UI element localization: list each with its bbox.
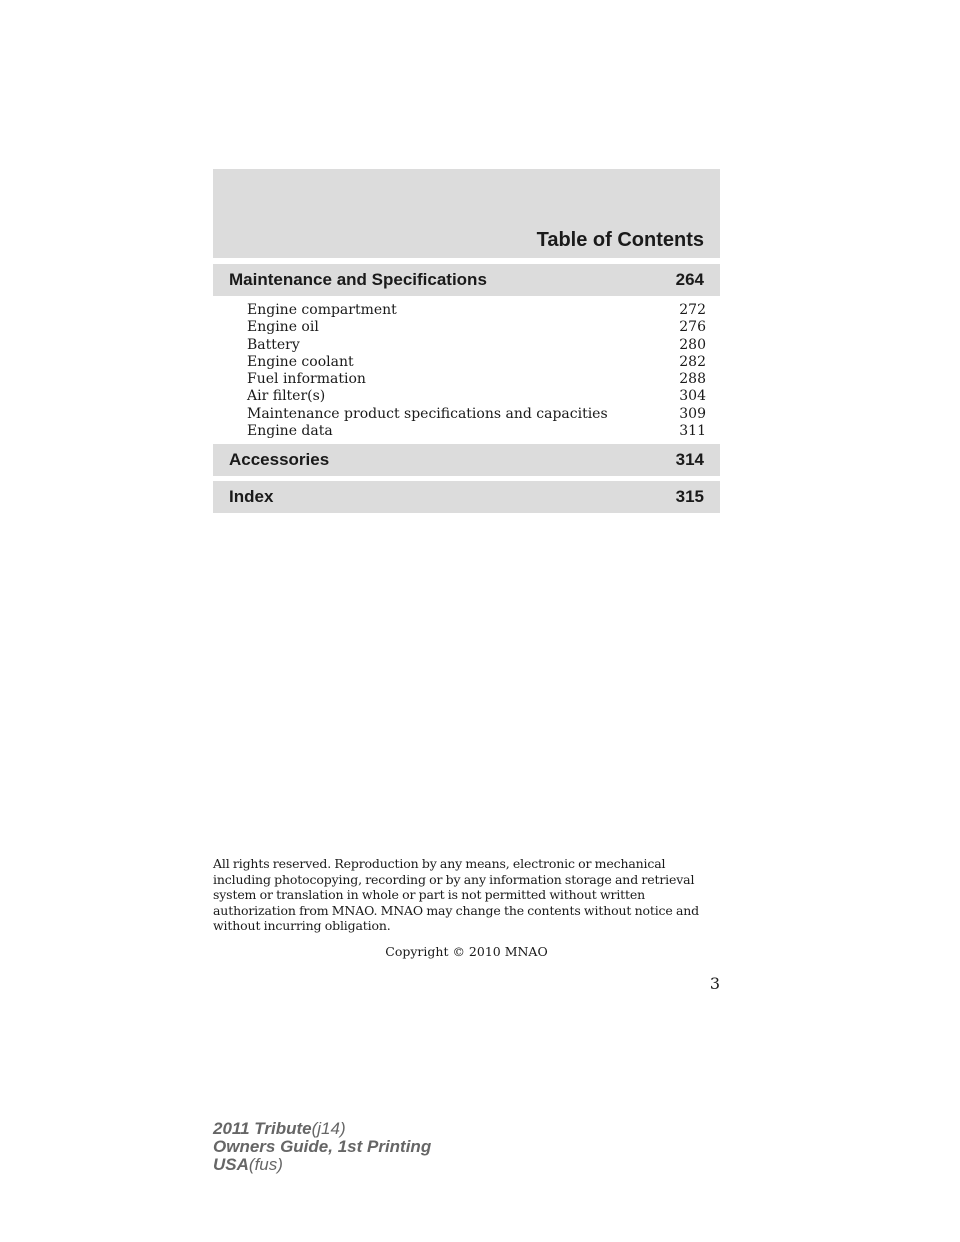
footer-model-code: (j14) [311, 1119, 346, 1138]
toc-item-label: Air filter(s) [247, 388, 326, 405]
section-title: Index [229, 487, 274, 506]
rights-line: All rights reserved. Reproduction by any means, electronic or mechanical [213, 856, 666, 871]
toc-item-page: 276 [679, 319, 706, 336]
section-title: Maintenance and Specifications [229, 270, 487, 289]
rights-line: authorization from MNAO. MNAO may change the contents without notice and [213, 902, 700, 918]
toc-list [247, 302, 706, 440]
toc-item-label: Maintenance product specifications and capacities [247, 405, 608, 422]
section-page-number: 315 [675, 487, 704, 506]
footer-printing: Owners Guide, 1st Printing [213, 1137, 432, 1156]
footer-line-market [213, 1156, 431, 1174]
page-title: Table of Contents [536, 229, 704, 251]
toc-item[interactable] [247, 423, 706, 440]
section-page-number: 264 [675, 270, 704, 289]
rights-line: including photocopying, recording or by any information storage and retrieval [213, 871, 695, 887]
toc-item-label: Battery [247, 336, 300, 353]
toc-item[interactable] [247, 371, 706, 388]
toc-item-label: Engine oil [247, 319, 319, 336]
footer-market-code: (fus) [248, 1155, 283, 1174]
toc-item-page: 288 [679, 371, 706, 388]
toc-item-label: Fuel information [247, 371, 366, 388]
rights-line: system or translation in whole or part is not permitted without written [213, 887, 646, 903]
document-footer [213, 1120, 431, 1174]
section-title: Accessories [229, 450, 330, 469]
toc-item-label: Engine coolant [247, 353, 354, 370]
toc-item-page: 311 [679, 423, 706, 440]
section-index[interactable] [213, 481, 720, 513]
rights-notice [213, 856, 733, 934]
toc-item-page: 272 [679, 302, 706, 318]
toc-item[interactable] [247, 337, 706, 354]
section-page-number: 314 [675, 450, 704, 469]
toc-item-page: 282 [679, 353, 706, 370]
toc-item[interactable] [247, 406, 706, 423]
page-number: 3 [709, 974, 720, 993]
toc-item-label: Engine data [247, 423, 333, 440]
toc-item-page: 304 [679, 388, 706, 405]
footer-model: 2011 Tribute [213, 1119, 312, 1138]
footer-line-model [213, 1120, 431, 1138]
header-band [213, 169, 720, 258]
toc-item[interactable] [247, 319, 706, 336]
section-maintenance[interactable] [213, 264, 720, 296]
toc-item[interactable] [247, 354, 706, 371]
toc-item[interactable] [247, 388, 706, 405]
section-accessories[interactable] [213, 444, 720, 476]
copyright-notice: Copyright © 2010 MNAO [385, 944, 548, 959]
rights-line: without incurring obligation. [213, 918, 391, 934]
toc-item-page: 309 [679, 405, 706, 422]
toc-item[interactable] [247, 302, 706, 319]
toc-item-page: 280 [679, 336, 706, 353]
toc-item-label: Engine compartment [247, 302, 397, 318]
footer-market: USA [213, 1155, 249, 1174]
